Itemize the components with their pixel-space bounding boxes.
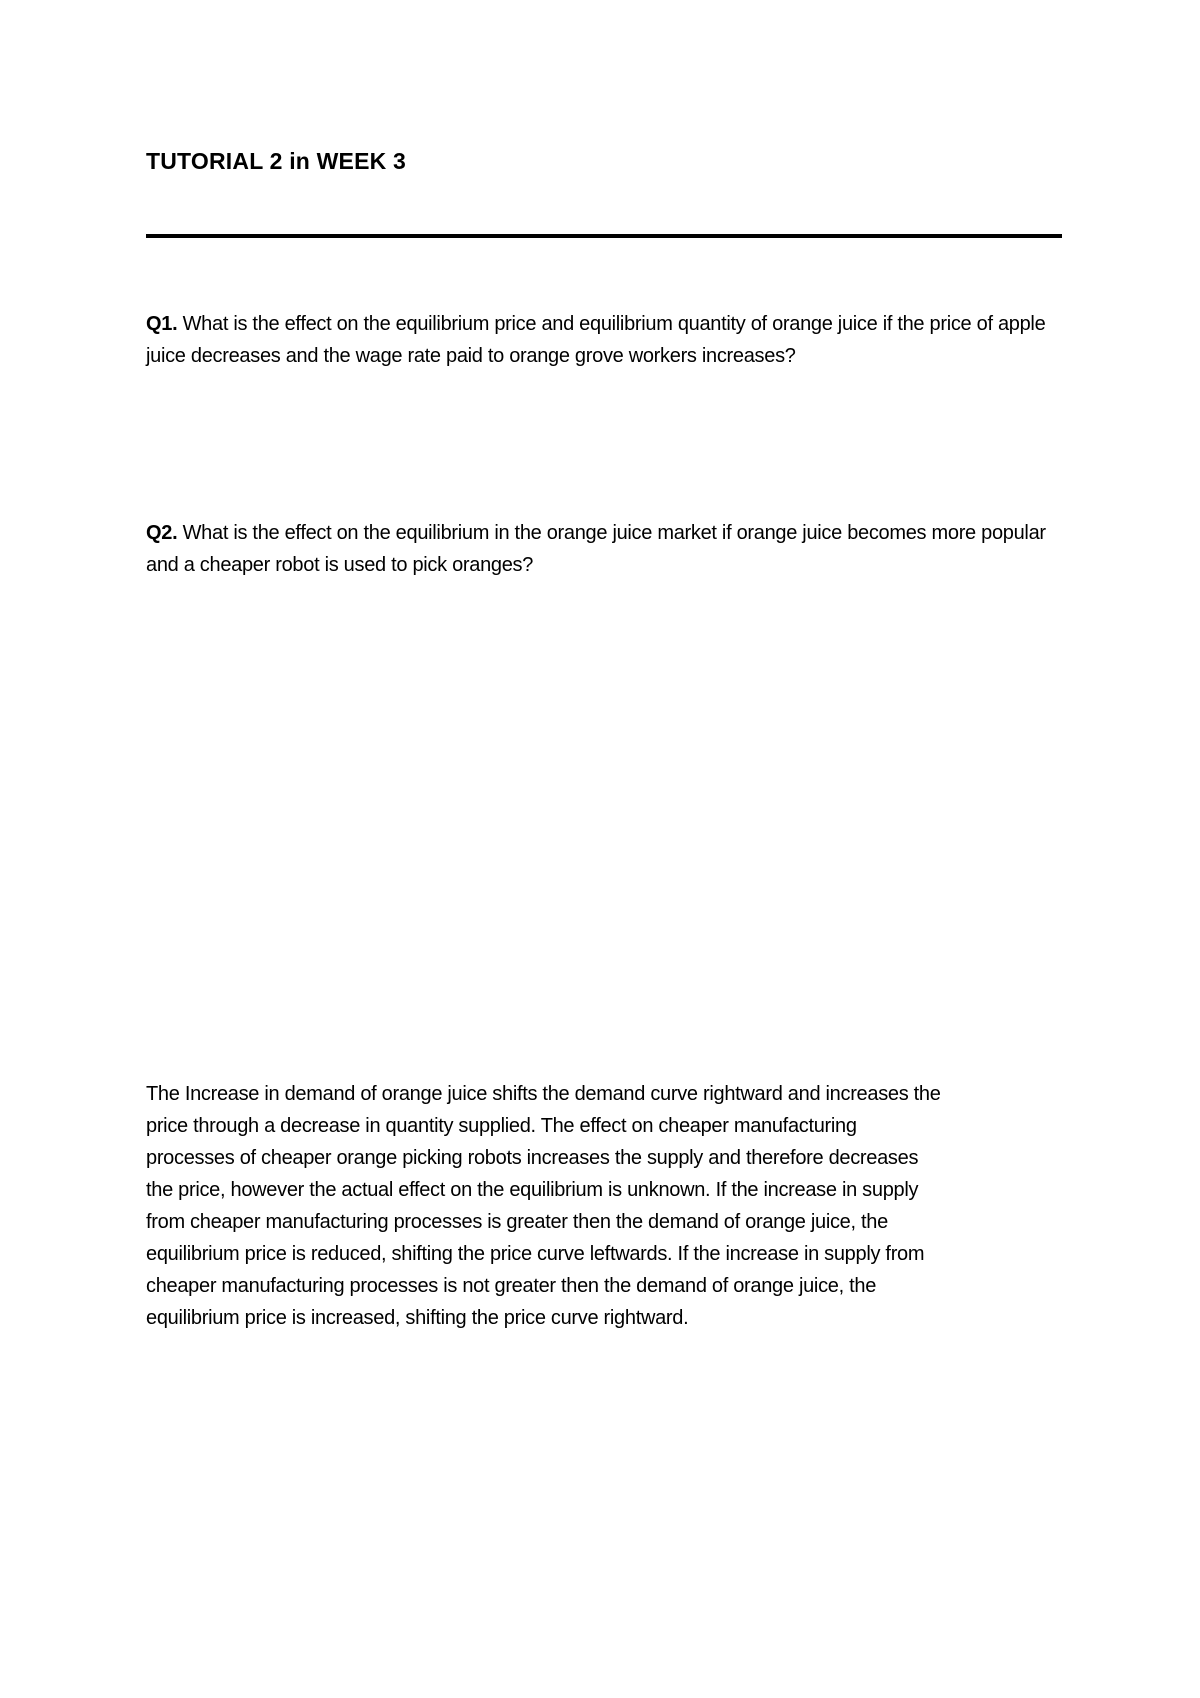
title-divider — [146, 234, 1062, 238]
answer-line: the price, however the actual effect on the equilibrium is unknown. If the increase in supply — [146, 1179, 919, 1201]
answer-line: cheaper manufacturing processes is not greater then the demand of orange juice, the — [146, 1275, 877, 1297]
answer-line: price through a decrease in quantity supplied. The effect on cheaper manufacturing — [146, 1115, 857, 1137]
answer-line: equilibrium price is reduced, shifting the price curve leftwards. If the increase in supply from — [146, 1243, 925, 1265]
question-2-text: What is the effect on the equilibrium in the orange juice market if orange juice becomes more popular and a cheaper robot is used to pick oranges? — [146, 522, 1046, 576]
answer-line: equilibrium price is increased, shifting the price curve rightward. — [146, 1307, 689, 1329]
answer-line: processes of cheaper orange picking robots increases the supply and therefore decreases — [146, 1147, 919, 1169]
answer-line: from cheaper manufacturing processes is greater then the demand of orange juice, the — [146, 1211, 888, 1233]
answer-line: The Increase in demand of orange juice shifts the demand curve rightward and increases the — [146, 1083, 941, 1105]
document-title: TUTORIAL 2 in WEEK 3 — [146, 148, 407, 174]
answer-paragraph — [146, 1078, 1076, 1334]
question-1-text: What is the effect on the equilibrium price and equilibrium quantity of orange juice if the price of apple juice decreases and the wage rate paid to orange grove workers increases? — [146, 313, 1046, 367]
question-2-number: Q2. — [146, 522, 178, 544]
question-1-number: Q1. — [146, 313, 178, 335]
question-1 — [146, 308, 1076, 372]
question-2 — [146, 517, 1076, 581]
